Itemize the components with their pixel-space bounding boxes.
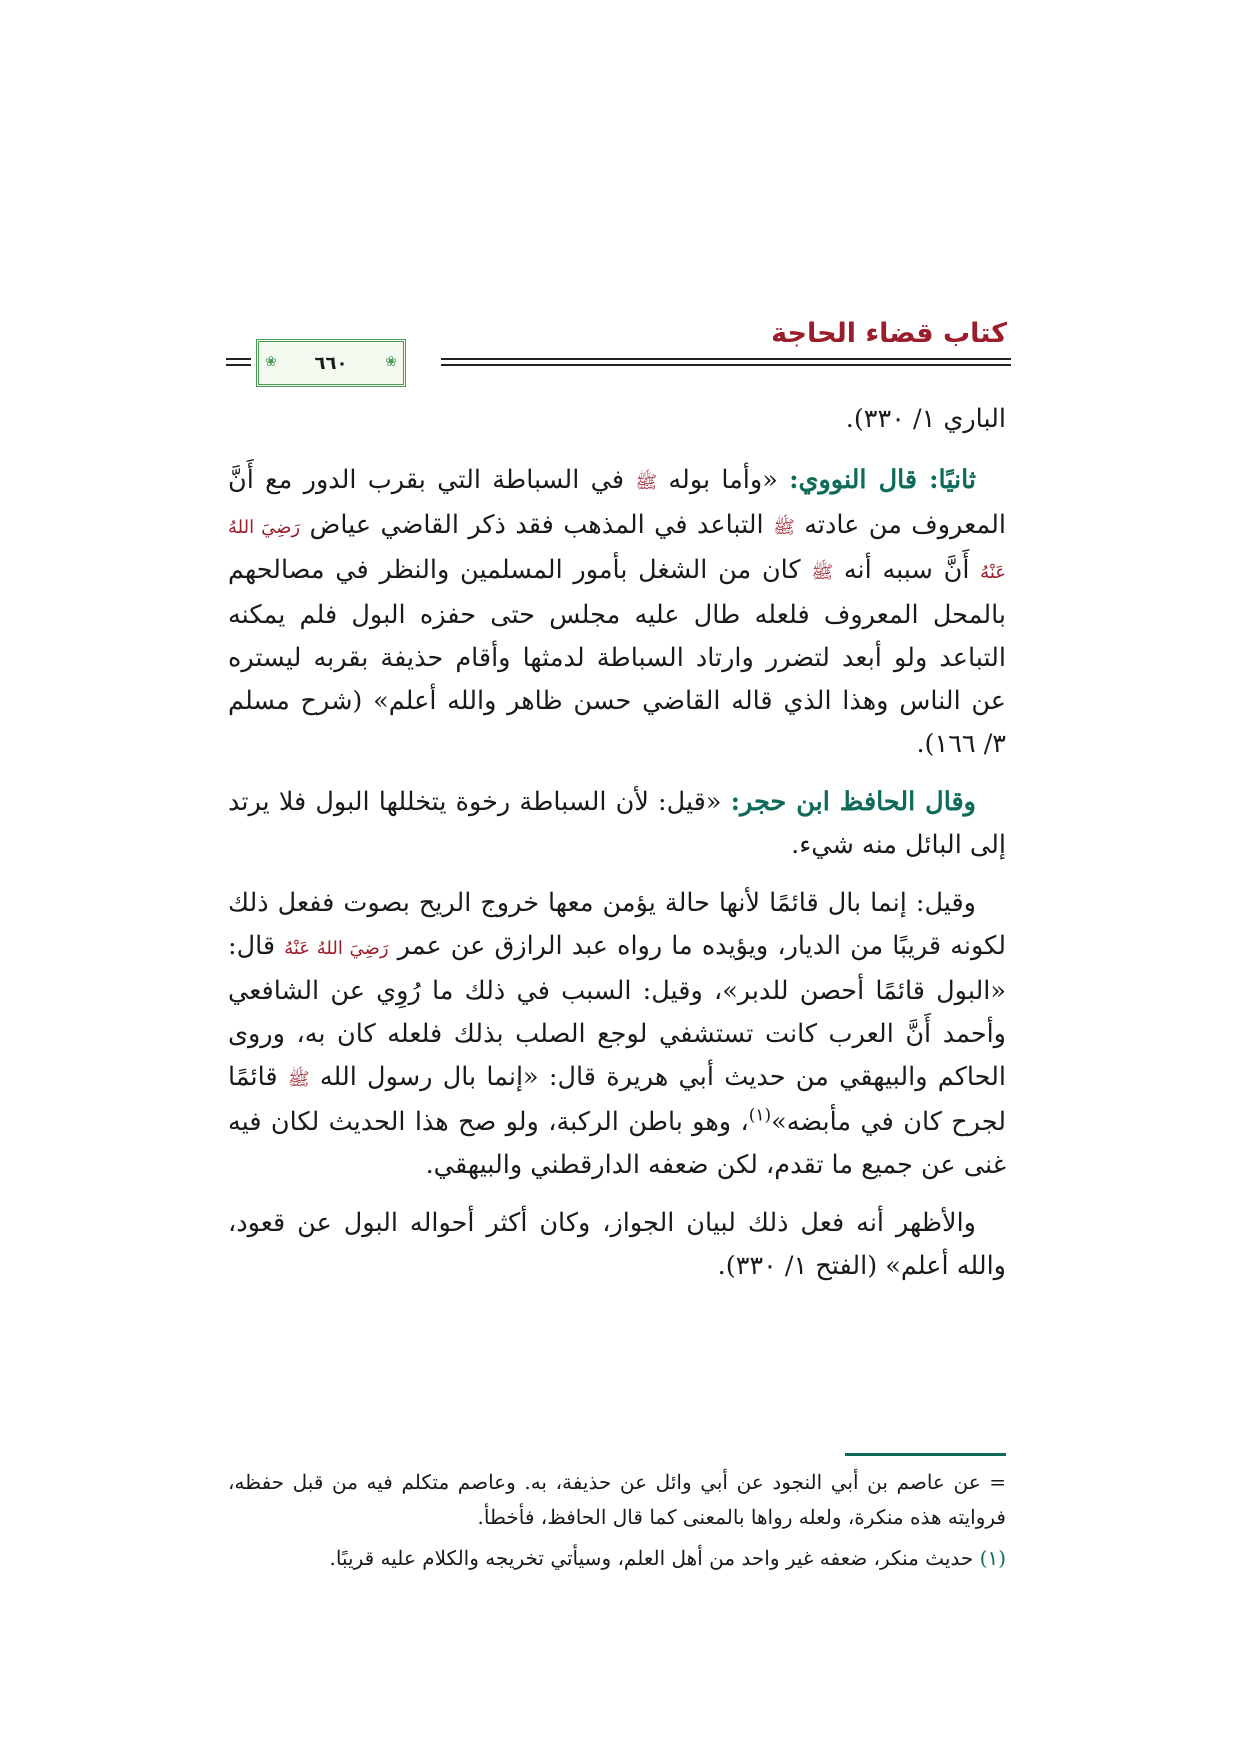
chapter-title: كتاب قضاء الحاجة [771, 318, 1007, 349]
footnote-text: عن عاصم بن أبي النجود عن أبي وائل عن حذيفة، به. وعاصم متكلم فيه من قبل حفظه، فروايته هذه منكرة، ولعله رواها بالمعنى كما قال الحافظ، فأخطأ. [228, 1470, 1006, 1529]
page-number: ❀ ٦٦٠ [314, 352, 348, 374]
honorific-glyph: رَضِيَ اللهُ عَنْهُ [228, 517, 1006, 583]
paragraph-conclusion [228, 1202, 1006, 1288]
footnote-text: حديث منكر، ضعفه غير واحد من أهل العلم، وسيأتي تخريجه والكلام عليه قريبًا. [329, 1546, 980, 1570]
continuation-paragraph [228, 398, 1006, 441]
header-double-rule [441, 358, 1011, 368]
salutation-glyph: ﷺ [287, 1069, 310, 1090]
honorific-glyph: رَضِيَ اللهُ عَنْهُ [284, 938, 389, 959]
text: كان من الشغل بأمور المسلمين والنظر في مصالحهم بالمحل المعروف فلعله طال عليه مجلس حتى حفزه البول فلم يمكنه التباعد ولو أبعد لتضرر وارتاد السباطة لدمثها وأقام حذيفة بقربه ليستره عن الناس وهذا الذي قاله القاضي حسن ظاهر والله أعلم» (شرح مسلم ٣/ ١٦٦). [228, 555, 1006, 759]
paragraph-ibn-hajar [228, 781, 1006, 867]
footnote-reference[interactable]: (١) [748, 1105, 772, 1126]
lead-ibn-hajar: وقال الحافظ ابن حجر: [730, 787, 976, 817]
text: التباعد في المذهب فقد ذكر القاضي عياض [300, 510, 774, 540]
text: في السباطة التي بقرب الدور مع أَنَّ المعروف من عادته [228, 465, 1006, 540]
lead-nawawi: ثانيًا: قال النووي: [789, 465, 976, 495]
page-header [226, 318, 1011, 390]
header-double-rule-end [226, 358, 251, 368]
footnote-continued [228, 1465, 1006, 1535]
text: وقيل: إنما بال قائمًا لأنها حالة يؤمن معها خروج الريح بصوت ففعل ذلك لكونه قريبًا من الديار، ويؤيده ما رواه عبد الرازق عن عمر [228, 888, 1007, 961]
paragraph-qila [228, 882, 1006, 1187]
continuation-text: الباري ١/ ٣٣٠). [845, 404, 1006, 434]
page-number-badge [256, 339, 406, 387]
text: «قيل: لأن السباطة رخوة يتخللها البول فلا يرتد إلى البائل منه شيء. [228, 787, 1006, 860]
text: قائمًا لجرح كان في مأبضه» [228, 1062, 1006, 1137]
text: أَنَّ سببه أنه [833, 555, 981, 585]
footnote-separator [845, 1453, 1006, 1456]
paragraph-nawawi [228, 459, 1006, 766]
salutation-glyph: ﷺ [635, 472, 658, 493]
text: والأظهر أنه فعل ذلك لبيان الجواز، وكان أكثر أحواله البول عن قعود، والله أعلم» (الفتح ١/ ٣٣٠). [228, 1208, 1006, 1281]
text: «وأما بوله [657, 465, 790, 495]
footnotes [228, 1465, 1006, 1582]
main-text [228, 398, 1006, 1303]
footnote-1 [228, 1541, 1006, 1576]
footnote-mark: (١) [979, 1546, 1006, 1570]
text: ، وهو باطن الركبة، ولو صح هذا الحديث لكان فيه غنى عن جميع ما تقدم، لكن ضعفه الدارقطني والبيهقي. [228, 1107, 1006, 1180]
salutation-glyph: ﷺ [773, 517, 795, 538]
text: قال: «البول قائمًا أحصن للدبر»، وقيل: السبب في ذلك ما رُوِي عن الشافعي وأحمد أَنَّ العرب كانت تستشفي لوجع الصلب بذلك فلعله كان به، وروى الحاكم والبيهقي من حديث أبي هريرة قال: «إنما بال رسول الله [228, 931, 1006, 1092]
footnote-mark: = [989, 1470, 1006, 1494]
salutation-glyph: ﷺ [811, 562, 834, 583]
